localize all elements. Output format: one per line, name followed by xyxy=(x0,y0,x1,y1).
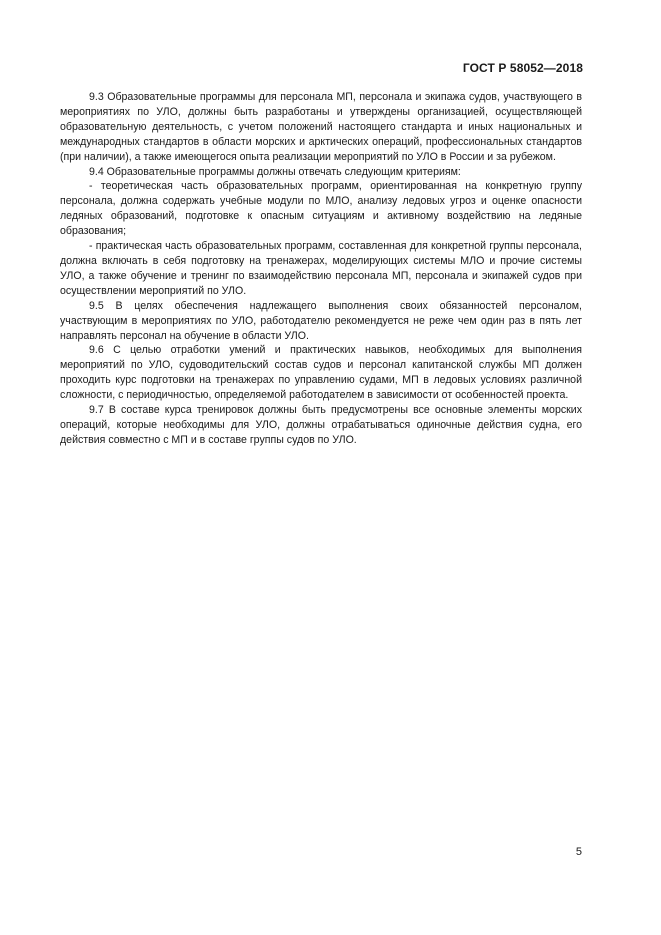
list-item-practical-part: - практическая часть образовательных программ, составленная для конкретной группы персонала, должна включать в себя подготовку на тренажерах, моделирующих системы МЛО и прочие системы УЛО, а также обучение и тренинг по взаимодействию персонала МП, персонала и экипажей судов при осуществлении мероприятий по УЛО. xyxy=(60,240,582,297)
standard-number-header: ГОСТ Р 58052—2018 xyxy=(462,61,583,75)
paragraph-9-6: 9.6 С целью отработки умений и практических навыков, необходимых для выполнения мероприятий по УЛО, судоводительский состав судов и персонал капитанской службы МП должен проходить курс подготовки на тренажерах по управлению судами, МП в ледовых условиях различной сложности, с периодичностью, определяемой работодателем в зависимости от особенностей проекта. xyxy=(60,344,582,402)
list-item-theoretical-part: - теоретическая часть образовательных программ, ориентированная на конкретную группу персонала, должна содержать учебные модули по МЛО, анализу ледовых угроз и оценке опасности ледяных образований, подготовке к опасным ситуациям и активному воздействию на ледяные образования; xyxy=(60,180,582,238)
main-text xyxy=(60,90,582,448)
paragraph-9-3: 9.3 Образовательные программы для персонала МП, персонала и экипажа судов, участвующего в мероприятиях по УЛО, должны быть разработаны и утверждены организацией, осуществляющей образовательную деятельность, с учетом положений настоящего стандарта и иных национальных и международных стандартов в области морских и арктических операций, профессиональных стандартов (при наличии), а также имеющегося опыта реализации мероприятий по УЛО в России и за рубежом. xyxy=(60,91,582,163)
paragraph-9-7: 9.7 В составе курса тренировок должны быть предусмотрены все основные элементы морских операций, которые необходимы для УЛО, должны отрабатываться одиночные действия судна, его действия совместно с МП и в составе группы судов по УЛО. xyxy=(60,404,582,446)
page-number: 5 xyxy=(575,846,582,858)
paragraph-9-5: 9.5 В целях обеспечения надлежащего выполнения своих обязанностей персоналом, участвующим в мероприятиях по УЛО, работодателю рекомендуется не реже чем один раз в пять лет направлять персонал на обучение в области УЛО. xyxy=(60,299,582,342)
paragraph-9-4: 9.4 Образовательные программы должны отвечать следующим критериям: xyxy=(89,165,461,178)
